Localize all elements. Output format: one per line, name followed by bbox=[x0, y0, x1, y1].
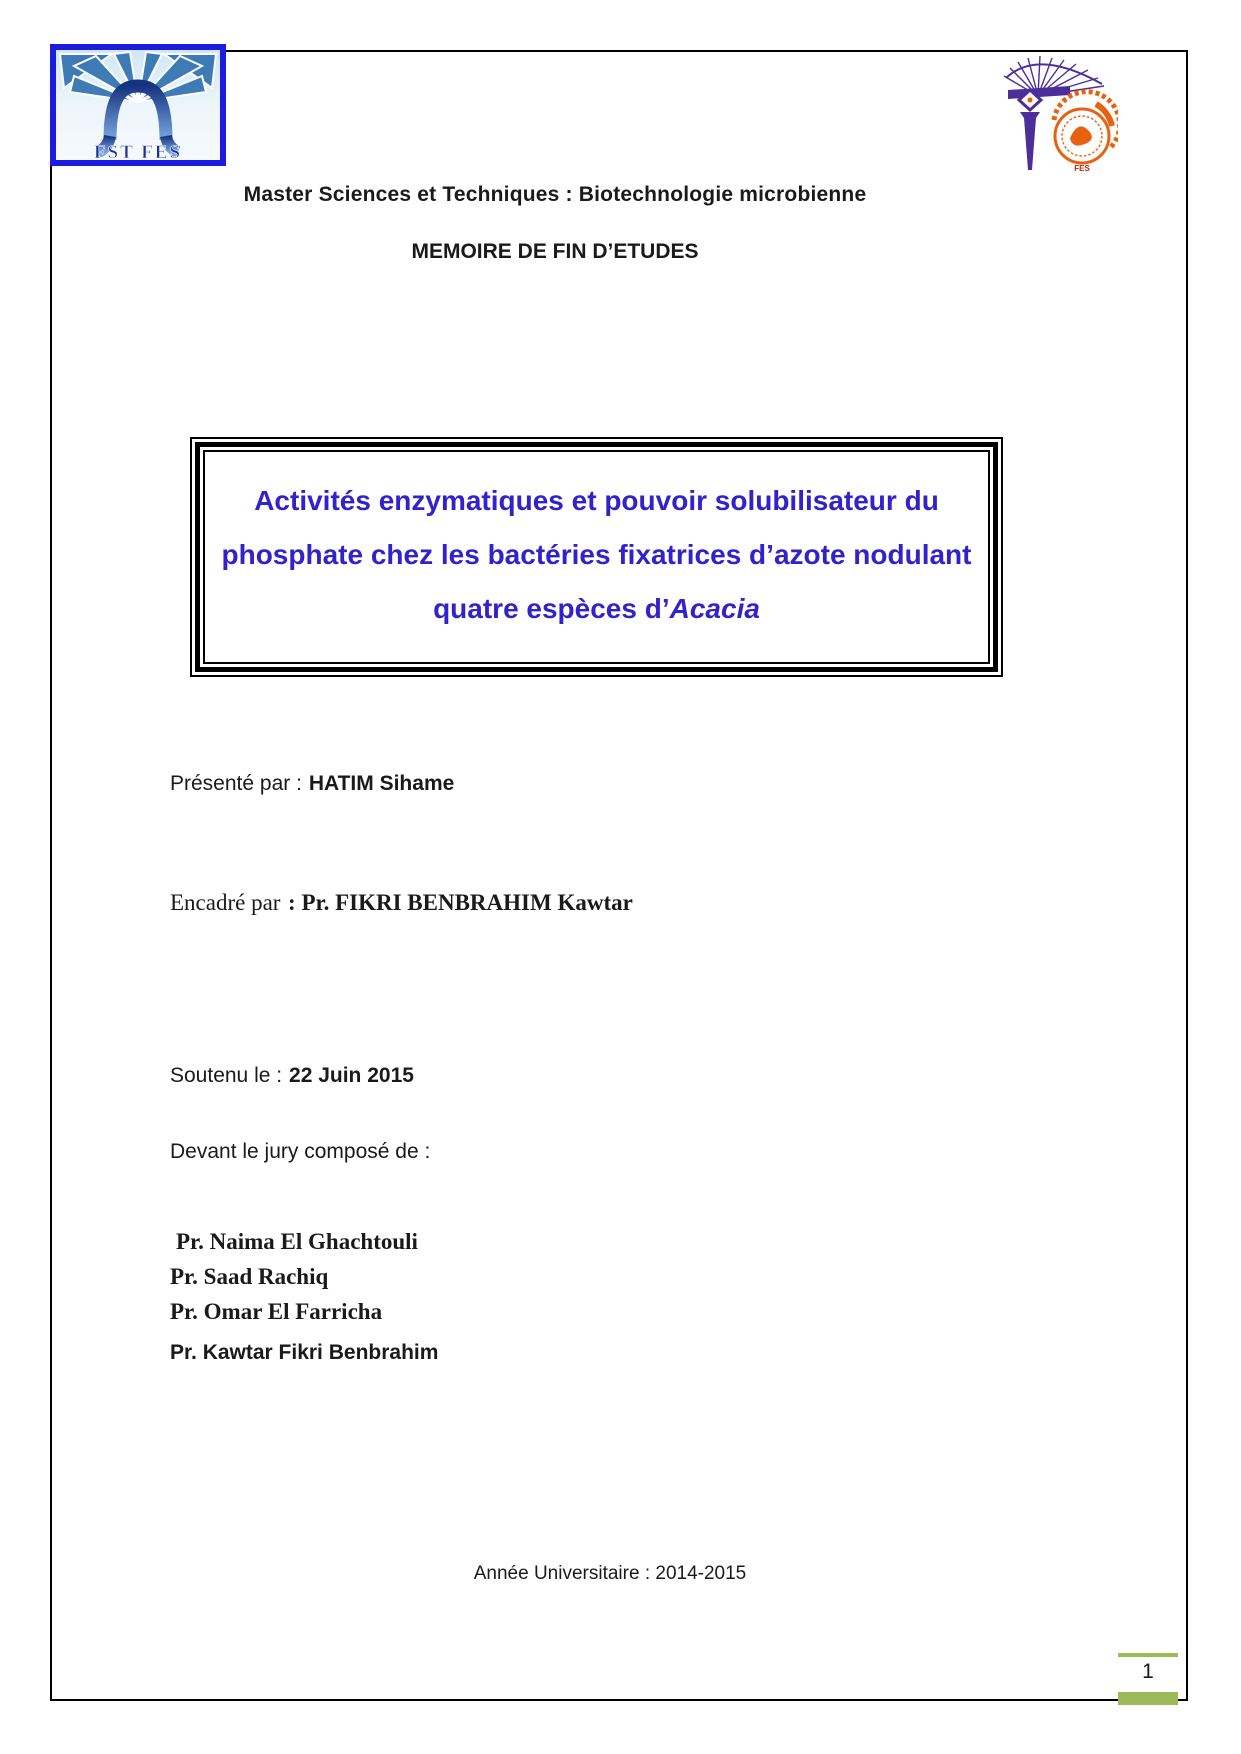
page-number: 1 bbox=[1142, 1660, 1154, 1683]
fst-fes-logo-caption: FST FES bbox=[93, 142, 183, 163]
page-number-bottom-rule bbox=[1118, 1692, 1178, 1705]
thesis-title-box bbox=[190, 437, 1003, 677]
program-title: Master Sciences et Techniques : Biotechnologie microbienne bbox=[243, 183, 867, 206]
thesis-title-line-2: phosphate chez les bactéries fixatrices d’azote nodulant bbox=[221, 539, 972, 570]
fst-fes-logo-icon bbox=[50, 44, 226, 166]
jury-member: Pr. Naima El Ghachtouli bbox=[176, 1229, 418, 1254]
presented-by-name: HATIM Sihame bbox=[308, 772, 455, 795]
jury-member: Pr. Omar El Farricha bbox=[170, 1299, 383, 1324]
page-number-top-rule bbox=[1118, 1653, 1178, 1657]
supervised-by-line bbox=[170, 890, 633, 916]
thesis-title-box-mid-frame bbox=[195, 442, 998, 672]
thesis-title-box-inner-frame bbox=[203, 450, 990, 664]
supervised-by-name: : Pr. FIKRI BENBRAHIM Kawtar bbox=[288, 890, 633, 915]
thesis-title bbox=[213, 474, 980, 636]
defense-date-line bbox=[170, 1064, 414, 1088]
defense-date-value: 22 Juin 2015 bbox=[289, 1064, 414, 1087]
academic-year: Année Universitaire : 2014-2015 bbox=[473, 1563, 747, 1584]
university-emblem bbox=[1000, 56, 1118, 174]
thesis-title-line-3: quatre espèces d’Acacia bbox=[433, 593, 760, 624]
presented-by-label: Présenté par : bbox=[170, 772, 302, 795]
jury-intro: Devant le jury composé de : bbox=[170, 1140, 431, 1163]
thesis-title-species: Acacia bbox=[669, 593, 760, 624]
presented-by-line bbox=[170, 772, 454, 796]
university-emblem-icon bbox=[1000, 56, 1118, 174]
supervised-by-label: Encadré par bbox=[170, 890, 281, 915]
document-type: MEMOIRE DE FIN D’ETUDES bbox=[411, 240, 699, 263]
jury-member: Pr. Kawtar Fikri Benbrahim bbox=[170, 1341, 439, 1364]
defense-date-label: Soutenu le : bbox=[170, 1064, 283, 1087]
jury-list bbox=[170, 1224, 438, 1370]
university-emblem-caption: FES bbox=[1074, 164, 1090, 173]
page-border bbox=[50, 50, 1188, 1701]
fst-fes-logo bbox=[50, 44, 226, 166]
thesis-title-line-1: Activités enzymatiques et pouvoir solubilisateur du bbox=[254, 485, 939, 516]
jury-member: Pr. Saad Rachiq bbox=[170, 1264, 329, 1289]
